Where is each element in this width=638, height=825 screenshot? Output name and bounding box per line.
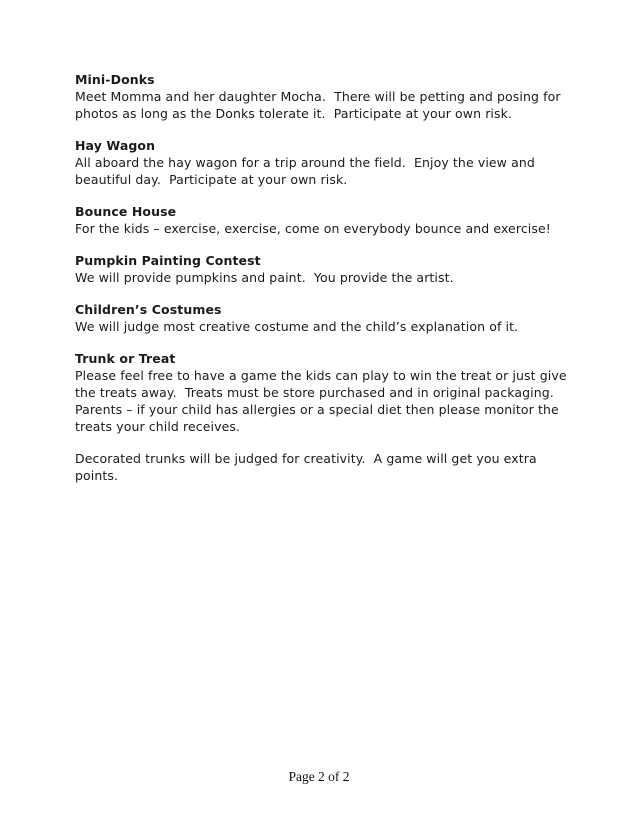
- document-body: [75, 71, 571, 499]
- section-trunk-or-treat: [75, 350, 571, 484]
- section-paragraph: We will judge most creative costume and the child’s explanation of it.: [75, 319, 519, 334]
- section-heading: Trunk or Treat: [75, 351, 176, 366]
- section-heading: Mini-Donks: [75, 72, 155, 87]
- section-heading: Pumpkin Painting Contest: [75, 253, 261, 268]
- section-heading: Children’s Costumes: [75, 302, 222, 317]
- section-mini-donks: [75, 71, 567, 122]
- section-paragraph: For the kids – exercise, exercise, come on everybody bounce and exercise!: [75, 221, 551, 236]
- section-hay-wagon: [75, 137, 567, 188]
- section-heading: Hay Wagon: [75, 138, 156, 153]
- section-paragraph: All aboard the hay wagon for a trip around the field. Enjoy the view and beautiful day. Participate at your own risk.: [75, 155, 539, 187]
- section-childrens-costumes: [75, 301, 567, 335]
- section-bounce-house: [75, 203, 567, 237]
- section-pumpkin-painting-contest: [75, 252, 567, 286]
- page-footer: Page 2 of 2: [288, 769, 350, 784]
- section-paragraph: Meet Momma and her daughter Mocha. There will be petting and posing for photos as long as the Donks tolerate it. Participate at your own risk.: [75, 89, 565, 121]
- section-paragraph: We will provide pumpkins and paint. You provide the artist.: [75, 270, 454, 285]
- section-heading: Bounce House: [75, 204, 177, 219]
- section-paragraph: Decorated trunks will be judged for creativity. A game will get you extra points.: [75, 451, 541, 483]
- section-paragraph: Please feel free to have a game the kids can play to win the treat or just give the treats away. Treats must be store purchased and in original packaging. Parents – if your child has allergies or a special diet then please monitor the treats your child receives.: [75, 368, 571, 434]
